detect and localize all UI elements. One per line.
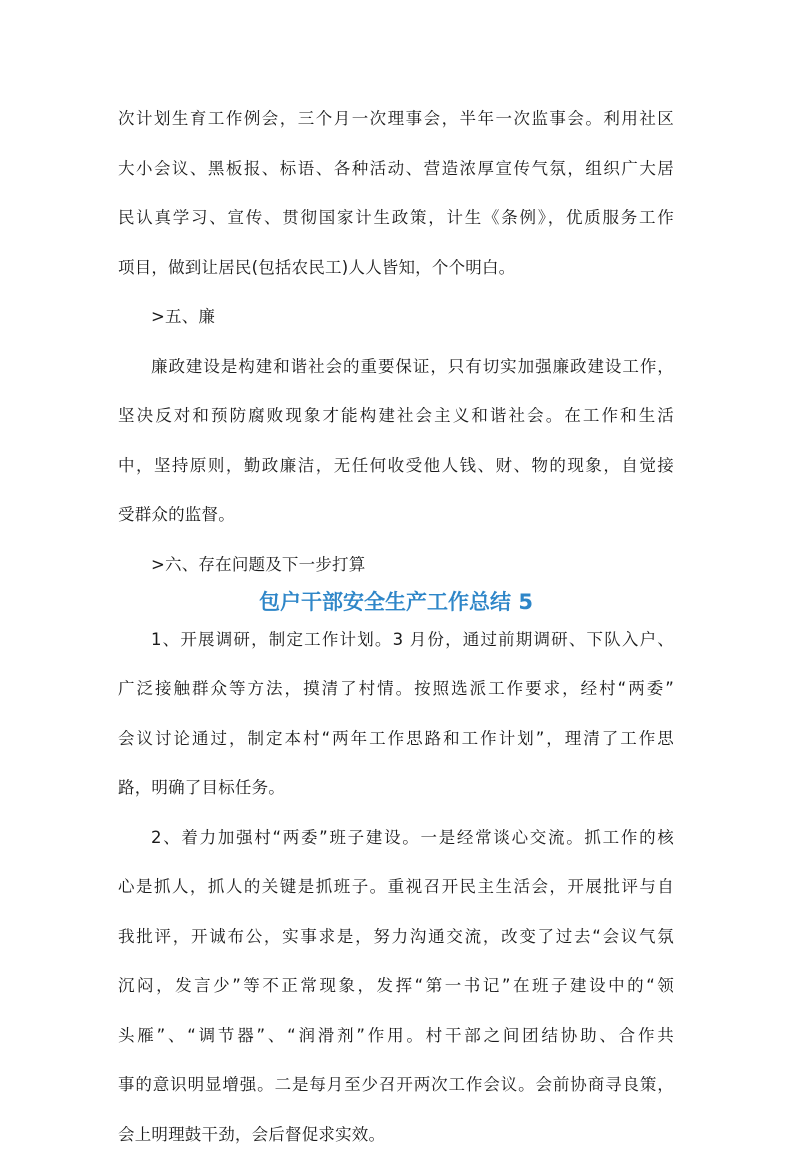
paragraph-integrity xyxy=(118,350,674,533)
text-line: 会议讨论通过，制定本村“两年工作思路和工作计划”，理清了工作思 xyxy=(118,728,674,748)
text-line: 民认真学习、宣传、贯彻国家计生政策，计生《条例》，优质服务工作 xyxy=(118,208,674,227)
text-line: 会上明理鼓干劲，会后督促求实效。 xyxy=(118,1124,386,1144)
text-line: 项目，做到让居民(包括农民工)人人皆知，个个明白。 xyxy=(118,257,516,277)
text-line: 1、开展调研，制定工作计划。3 月份，通过前期调研、下队入户、 xyxy=(151,629,674,649)
text-line: 我批评，开诚布公，实事求是，努力沟通交流，改变了过去“会议气氛 xyxy=(118,926,674,946)
text-line: 路，明确了目标任务。 xyxy=(118,778,285,797)
text-line: 受群众的监督。 xyxy=(118,505,235,524)
paragraph-team-building xyxy=(118,821,674,1152)
text-line: 中，坚持原则，勤政廉洁，无任何收受他人钱、财、物的现象，自觉接 xyxy=(118,455,674,475)
text-line: 沉闷，发言少”等不正常现象，发挥“第一书记”在班子建设中的“领 xyxy=(118,976,674,995)
section-title-integrity: >五、廉 xyxy=(151,307,216,326)
text-line: 坚决反对和预防腐败现象才能构建社会主义和谐社会。在工作和生活 xyxy=(118,406,674,425)
document-page xyxy=(118,102,674,1152)
section-title-problems: >六、存在问题及下一步打算 xyxy=(151,554,366,574)
paragraph-research xyxy=(118,623,674,806)
text-line: 次计划生育工作例会，三个月一次理事会，半年一次监事会。利用社区 xyxy=(118,109,674,128)
text-line: 2、着力加强村“两委”班子建设。一是经常谈心交流。抓工作的核 xyxy=(151,827,674,847)
text-line: 头雁”、“调节器”、“润滑剂”作用。村干部之间团结协助、合作共 xyxy=(118,1025,674,1045)
document-heading: 包户干部安全生产工作总结 5 xyxy=(259,589,533,614)
text-line: 心是抓人，抓人的关键是抓班子。重视召开民主生活会，开展批评与自 xyxy=(118,877,674,896)
text-line: 廉政建设是构建和谐社会的重要保证，只有切实加强廉政建设工作， xyxy=(151,356,674,376)
text-line: 大小会议、黑板报、标语、各种活动、营造浓厚宣传气氛，组织广大居 xyxy=(118,158,674,178)
text-line: 事的意识明显增强。二是每月至少召开两次工作会议。会前协商寻良策， xyxy=(118,1075,674,1094)
text-line: 广泛接触群众等方法，摸清了村情。按照选派工作要求，经村“两委” xyxy=(118,679,674,698)
paragraph-family-planning xyxy=(118,102,674,285)
